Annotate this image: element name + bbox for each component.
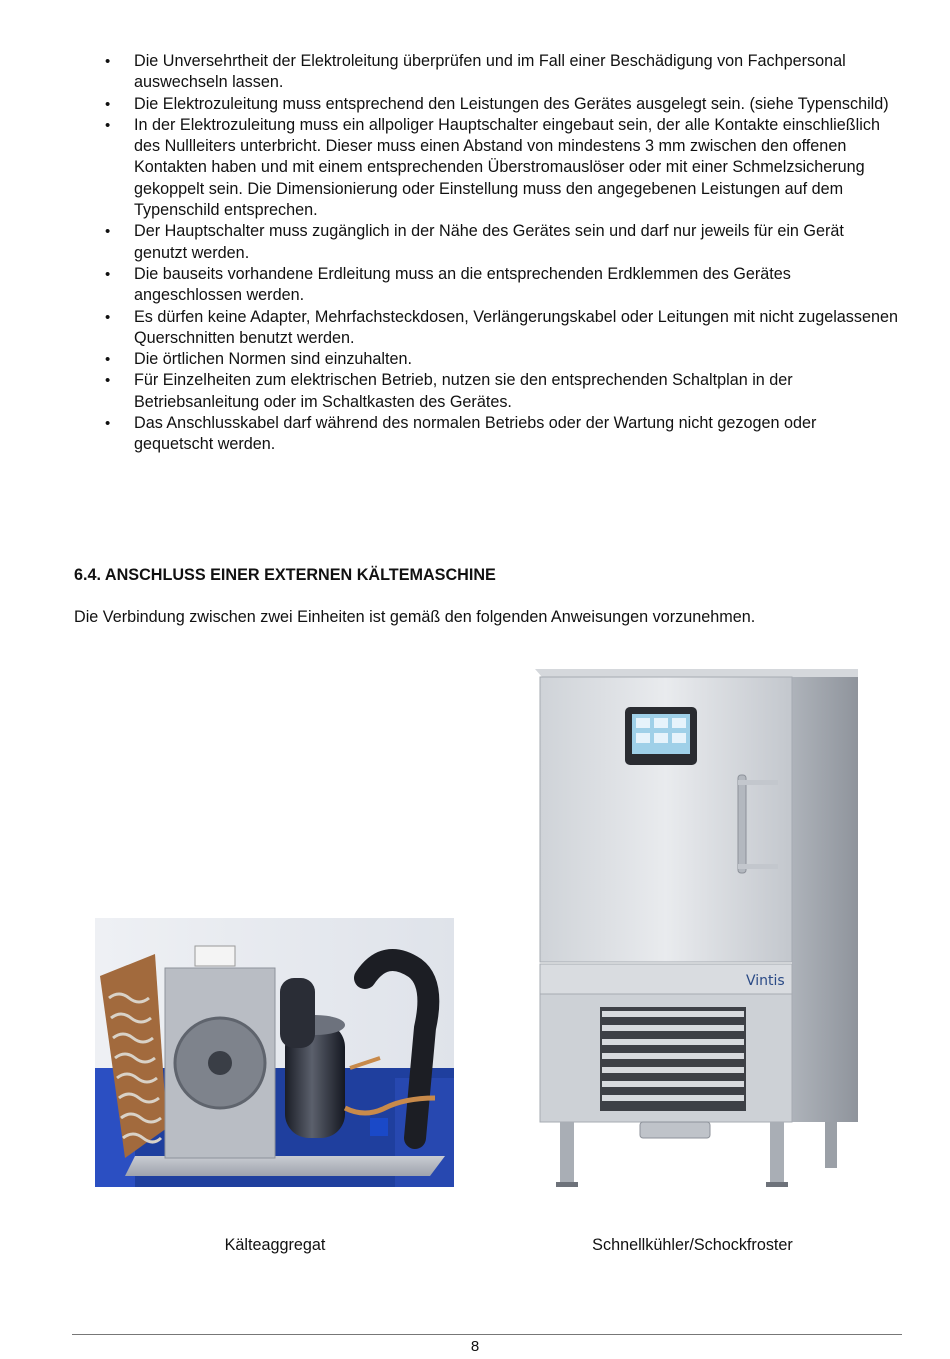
bullet-item: • In der Elektrozuleitung muss ein allpoliger Hauptschalter eingebaut sein, der alle Kontakte einschließlich des Nullleiters unterbricht. Dieser muss einen Abstand von mindestens 3 mm zwischen den offenen Kontakten haben und mit einem entsprechenden Überstromauslöser oder mit einer Schmelzsicherung gekoppelt sein. Die Dimensionierung oder Einstellung muss den angegebenen Leistungen auf dem Typenschild entsprechen. <box>105 115 880 220</box>
bullet-icon: • <box>105 372 111 390</box>
bullet-item: • Die Unversehrtheit der Elektroleitung überprüfen und im Fall einer Beschädigung von Fachpersonal auswechseln lassen. <box>105 52 846 92</box>
bullet-item: • Die bauseits vorhandene Erdleitung muss an die entsprechenden Erdklemmen des Gerätes angeschlossen werden. <box>105 264 791 305</box>
bullet-icon: • <box>105 53 111 70</box>
bullet-icon: • <box>105 308 111 326</box>
bullet-icon: • <box>105 265 111 283</box>
bullet-item: • Der Hauptschalter muss zugänglich in der Nähe des Gerätes sein und darf nur jeweils für ein Gerät genutzt werden. <box>105 222 844 262</box>
bullet-icon: • <box>105 95 111 113</box>
condensing-unit-image <box>95 918 454 1187</box>
section-intro: Die Verbindung zwischen zwei Einheiten ist gemäß den folgenden Anweisungen vorzunehmen. <box>74 608 756 626</box>
left-image-caption: Kälteaggregat <box>224 1236 326 1254</box>
bullet-item: • Die Elektrozuleitung muss entsprechend den Leistungen des Gerätes ausgelegt sein. (siehe Typenschild) <box>100 94 900 115</box>
section-title: 6.4. ANSCHLUSS EINER EXTERNEN KÄLTEMASCHINE <box>74 566 496 584</box>
bullet-icon: • <box>105 351 111 369</box>
page-number: 8 <box>470 1338 480 1355</box>
bullet-item: • Das Anschlusskabel darf während des normalen Betriebs oder der Wartung nicht gezogen oder gequetscht werden. <box>105 414 817 454</box>
footer-divider <box>72 1334 902 1335</box>
blast-chiller-image <box>520 655 870 1215</box>
bullet-item: • Es dürfen keine Adapter, Mehrfachsteckdosen, Verlängerungskabel oder Leitungen mit nicht zugelassenen Querschnitten benutzt werden. <box>105 307 899 347</box>
bullet-item: • Für Einzelheiten zum elektrischen Betrieb, nutzen sie den entsprechenden Schaltplan in der Betriebsanleitung oder im Schaltkasten des Gerätes. <box>105 371 793 411</box>
right-image-caption: Schnellkühler/Schockfroster <box>592 1236 793 1254</box>
device-brand-text: Vintis <box>746 973 785 989</box>
bullet-icon: • <box>105 223 111 241</box>
bullet-list <box>100 51 900 456</box>
bullet-item: • Die örtlichen Normen sind einzuhalten. <box>100 349 900 370</box>
bullet-icon: • <box>105 116 111 134</box>
bullet-icon: • <box>105 415 111 433</box>
